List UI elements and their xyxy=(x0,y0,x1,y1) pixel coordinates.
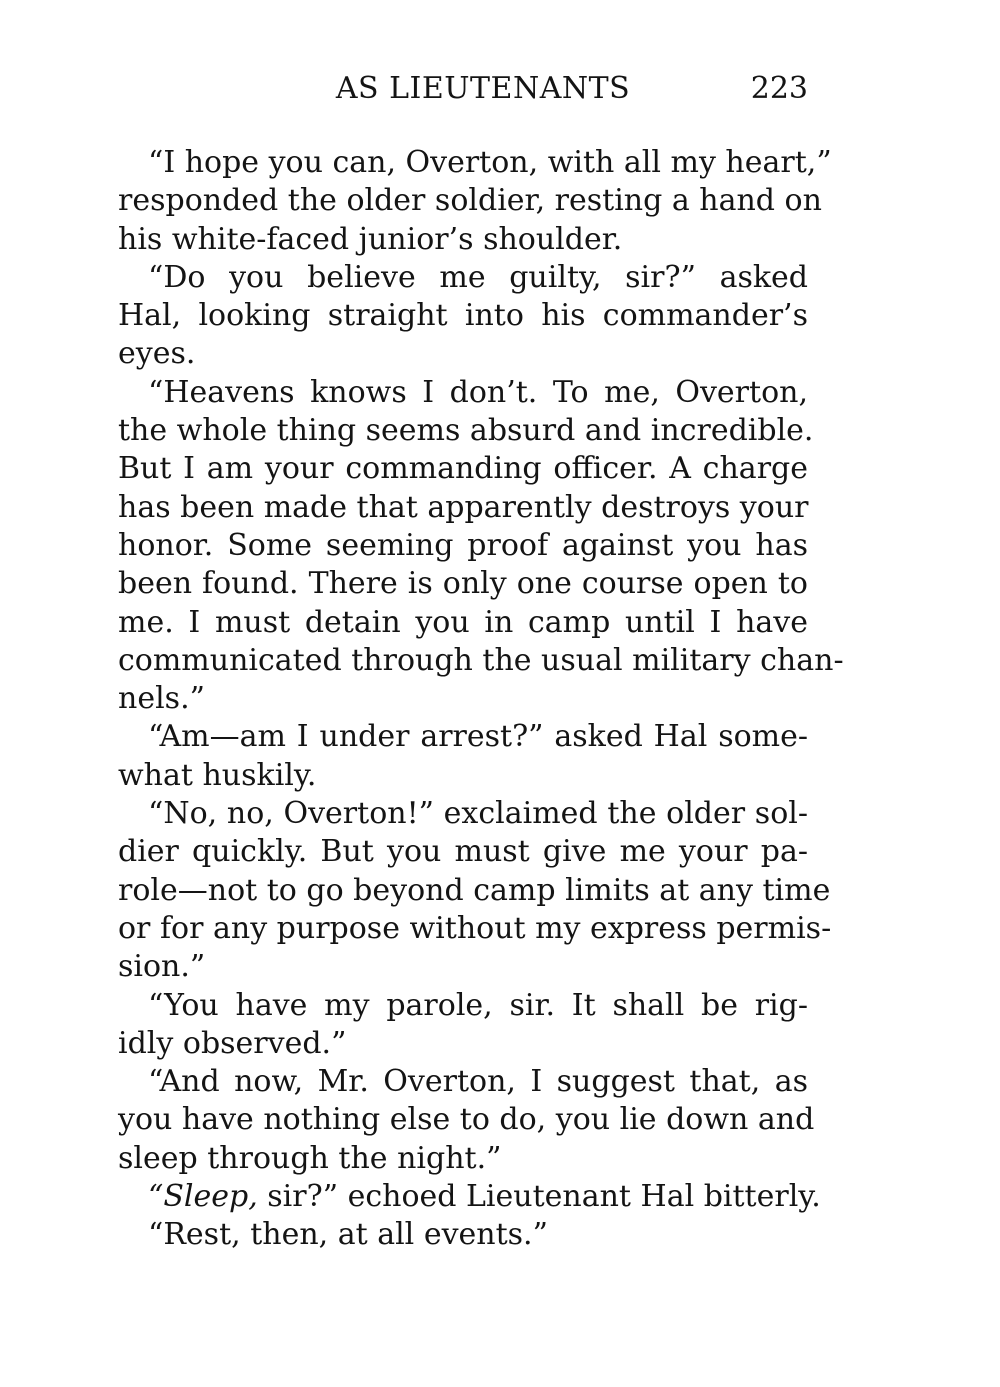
paragraph xyxy=(118,144,832,259)
text-line: what huskily. xyxy=(118,757,317,793)
text-line: communicated through the usual military chan- xyxy=(118,642,844,678)
body-text xyxy=(118,144,844,1255)
text-line: “Rest, then, at all events.” xyxy=(148,1217,548,1253)
text-line: his white-faced junior’s shoulder. xyxy=(118,221,623,257)
text-line: “No, no, Overton!” exclaimed the older sol- xyxy=(148,796,808,832)
text-line: “And now, Mr. Overton, I suggest that, as xyxy=(148,1064,808,1100)
text-line: responded the older soldier, resting a hand on xyxy=(118,183,822,219)
text-line: or for any purpose without my express permis- xyxy=(118,910,832,946)
text-line xyxy=(118,1178,821,1216)
text-line: been found. There is only one course open to xyxy=(118,566,808,602)
text-line: idly observed.” xyxy=(118,1025,347,1061)
text-line: the whole thing seems absurd and incredible. xyxy=(118,413,814,449)
text-line: “Do you believe me guilty, sir?” asked xyxy=(148,259,808,295)
text-line: Hal, looking straight into his commander’s xyxy=(118,298,808,334)
text-line: sion.” xyxy=(118,949,206,985)
paragraph xyxy=(118,987,808,1064)
paragraph xyxy=(118,1178,821,1216)
paragraph xyxy=(118,259,808,374)
italic-quote-mark: “ xyxy=(148,1179,164,1215)
running-title: AS LIEUTENANTS xyxy=(335,71,631,106)
text-line: “You have my parole, sir. It shall be rig- xyxy=(148,987,808,1023)
text-line: role—not to go beyond camp limits at any time xyxy=(118,872,831,908)
text-line: sleep through the night.” xyxy=(118,1140,502,1176)
page-number: 223 xyxy=(750,71,808,106)
paragraph xyxy=(118,1216,808,1254)
text-line: me. I must detain you in camp until I have xyxy=(118,604,808,640)
text-line: dier quickly. But you must give me your pa- xyxy=(118,834,808,870)
text-line: “I hope you can, Overton, with all my heart,” xyxy=(148,145,832,180)
text-line: honor. Some seeming proof against you has xyxy=(118,527,808,563)
running-header xyxy=(118,64,808,114)
text-line: has been made that apparently destroys your xyxy=(118,489,809,525)
text-line: nels.” xyxy=(118,681,205,717)
paragraph xyxy=(118,374,844,719)
paragraph xyxy=(118,718,808,795)
paragraph xyxy=(118,795,832,986)
text-line: you have nothing else to do, you lie down and xyxy=(118,1102,815,1138)
text-line: “Heavens knows I don’t. To me, Overton, xyxy=(148,374,808,410)
text-line: eyes. xyxy=(118,336,196,372)
paragraph xyxy=(118,1063,815,1178)
text-line: But I am your commanding officer. A charge xyxy=(118,451,808,487)
line-rest: sir?” echoed Lieutenant Hal bitterly. xyxy=(257,1179,821,1215)
text-line: “Am—am I under arrest?” asked Hal some- xyxy=(148,719,808,755)
italic-word: Sleep, xyxy=(163,1179,258,1215)
